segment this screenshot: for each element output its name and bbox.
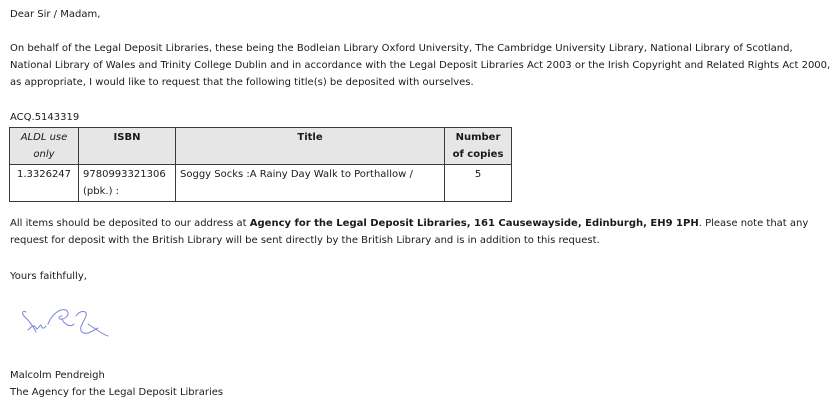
table-row xyxy=(10,165,512,202)
closing: Yours faithfully, xyxy=(10,271,87,282)
header-title: Title xyxy=(176,128,445,165)
deposit-address: Agency for the Legal Deposit Libraries, 161 Causewayside, Edinburgh, EH9 1PH xyxy=(249,218,699,229)
cell-title: Soggy Socks :A Rainy Day Walk to Porthallow / xyxy=(176,165,445,202)
deposit-request-table xyxy=(9,127,512,202)
salutation: Dear Sir / Madam, xyxy=(10,9,101,20)
header-aldl-use-only: ALDL use only xyxy=(10,128,79,165)
intro-paragraph: On behalf of the Legal Deposit Libraries, these being the Bodleian Library Oxford University, The Cambridge University Library, National Library of Scotland, National Library of Wales and Trinity College Dublin and in accordance with the Legal Deposit Libraries Act 2003 or the Irish Copyright and Related Rights Act 2000, as appropriate, I would like to request that the following title(s) be deposited with ourselves. xyxy=(10,43,831,88)
cell-aldl: 1.3326247 xyxy=(10,165,79,202)
acquisition-reference: ACQ.5143319 xyxy=(10,112,80,123)
signature-icon xyxy=(18,302,113,342)
signatory-organisation: The Agency for the Legal Deposit Libraries xyxy=(10,387,224,398)
header-isbn: ISBN xyxy=(79,128,176,165)
cell-copies: 5 xyxy=(445,165,512,202)
signatory-name: Malcolm Pendreigh xyxy=(10,370,105,381)
header-number-of-copies: Number of copies xyxy=(445,128,512,165)
deposit-instructions-paragraph: All items should be deposited to our address at Agency for the Legal Deposit Libraries, 161 Causewayside, Edinburgh, EH9 1PH. Please note that any request for deposit with the British Library will be sent directly by the British Library and is in addition to this request. xyxy=(10,218,809,246)
cell-isbn: 9780993321306 (pbk.) : xyxy=(79,165,176,202)
table-header-row xyxy=(10,128,512,165)
